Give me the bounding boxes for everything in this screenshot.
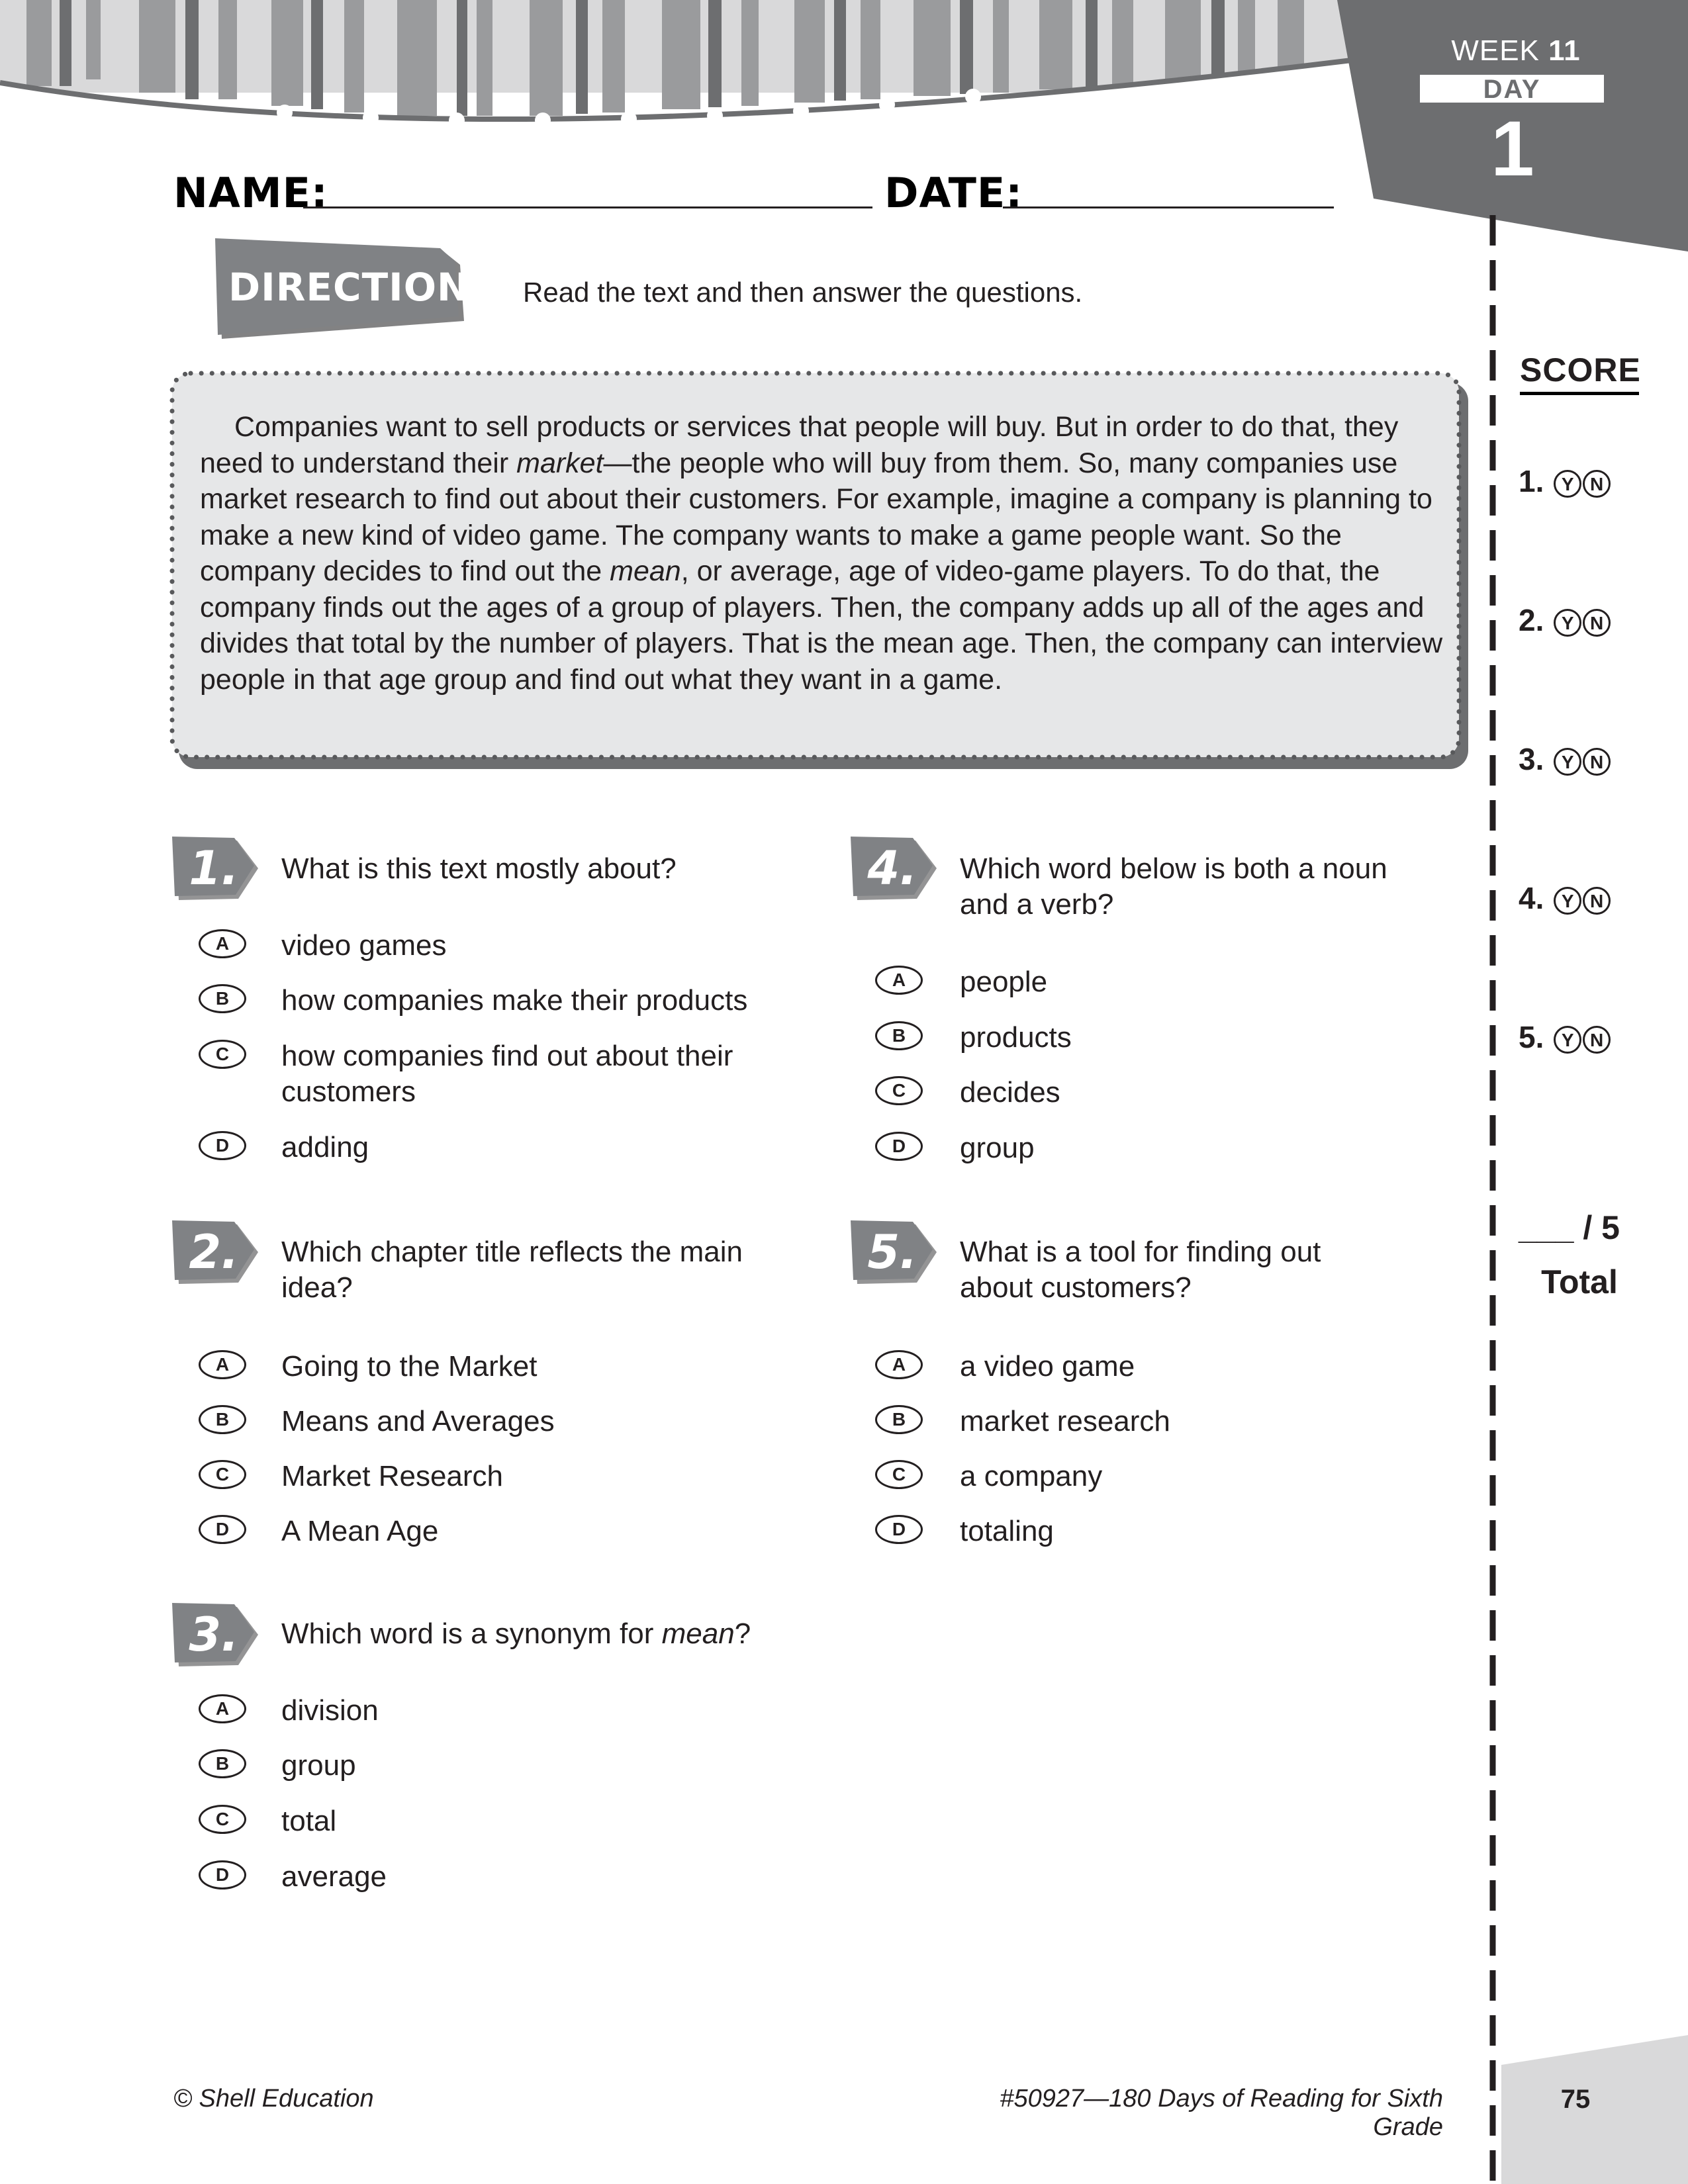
q1-option-d-bubble[interactable]: D	[199, 1131, 246, 1160]
question-3-number: 3.	[189, 1608, 239, 1662]
score-total-label: Total	[1541, 1263, 1618, 1300]
score-item-4: 4. Y N	[1519, 880, 1611, 916]
q5-option-c-bubble[interactable]: C	[875, 1460, 923, 1489]
score-4-yes-bubble[interactable]: Y	[1554, 887, 1581, 915]
score-5-yes-bubble[interactable]: Y	[1554, 1026, 1581, 1054]
q1-option-a-bubble[interactable]: A	[199, 929, 246, 958]
question-1-text: What is this text mostly about?	[281, 852, 677, 885]
q4-option-b-bubble[interactable]: B	[875, 1021, 923, 1050]
week-number: 11	[1548, 34, 1581, 67]
q2-option-c-bubble[interactable]: C	[199, 1460, 246, 1489]
q2-option-c-text: Market Research	[281, 1460, 504, 1492]
q5-option-d-bubble[interactable]: D	[875, 1515, 923, 1544]
passage-term-market: market	[516, 447, 604, 479]
score-total-fraction[interactable]: ___ / 5	[1519, 1209, 1620, 1246]
q1-option-b-text: how companies make their products	[281, 984, 748, 1017]
score-item-2: 2. Y N	[1519, 602, 1611, 638]
question-5-text: What is a tool for finding out about customers?	[960, 1236, 1321, 1304]
q3-option-b-text: group	[281, 1749, 356, 1782]
q1-option-d-text: adding	[281, 1131, 369, 1163]
score-1-no-bubble[interactable]: N	[1583, 470, 1611, 498]
q3-option-d-text: average	[281, 1860, 387, 1893]
q1-option-b-bubble[interactable]: B	[199, 984, 246, 1013]
q5-option-c-text: a company	[960, 1460, 1103, 1492]
question-2-number: 2.	[189, 1225, 239, 1279]
question-1-number: 1.	[189, 841, 239, 895]
q4-option-c-text: decides	[960, 1076, 1060, 1109]
q2-option-a-bubble[interactable]: A	[199, 1350, 246, 1379]
q1-option-c-bubble[interactable]: C	[199, 1040, 246, 1069]
reading-passage	[200, 409, 1451, 698]
score-5-no-bubble[interactable]: N	[1583, 1026, 1611, 1054]
passage-segment: , or average, age of video-game players. To do that, the company finds out the ages of a group of players. Then, the company adds up all of the ages and divides that total by the number of players. That is the mean age. Then, the company can interview people in that age group and find out what they want in a game.	[200, 555, 1443, 696]
q4-option-b-text: products	[960, 1021, 1072, 1054]
q2-option-a-text: Going to the Market	[281, 1350, 538, 1383]
score-2-no-bubble[interactable]: N	[1583, 609, 1611, 637]
q2-option-b-text: Means and Averages	[281, 1405, 555, 1437]
score-item-3: 3. Y N	[1519, 741, 1611, 777]
q5-option-a-bubble[interactable]: A	[875, 1350, 923, 1379]
q3-option-b-bubble[interactable]: B	[199, 1749, 246, 1778]
q5-option-a-text: a video game	[960, 1350, 1135, 1383]
q3-option-a-bubble[interactable]: A	[199, 1694, 246, 1723]
passage-segment: Companies want to sell products or services that people will buy. But in order to do that, they need to understand their	[200, 411, 1399, 479]
score-item-5: 5. Y N	[1519, 1019, 1611, 1055]
page-number: 75	[1560, 2085, 1591, 2114]
q3-option-c-bubble[interactable]: C	[199, 1805, 246, 1834]
q3-option-c-text: total	[281, 1805, 337, 1837]
passage-segment: —the people who will buy from them. So, many companies use market research to find out about their customers. For example, imagine a company is planning to make a new kind of video game. The company wants to make a game people want. So the company decides to find out the	[200, 447, 1432, 587]
question-5-number: 5.	[867, 1225, 917, 1279]
score-1-yes-bubble[interactable]: Y	[1554, 470, 1581, 498]
q3-option-a-text: division	[281, 1694, 379, 1727]
q4-option-a-text: people	[960, 966, 1048, 998]
day-number: 1	[1491, 105, 1534, 193]
question-2-text: Which chapter title reflects the main idea?	[281, 1236, 743, 1304]
q3-option-d-bubble[interactable]: D	[199, 1860, 246, 1889]
day-label: DAY	[1420, 75, 1604, 103]
date-label: DATE:	[884, 169, 1023, 217]
question-3-text: Which word is a synonym for mean?	[281, 1617, 751, 1650]
q5-option-d-text: totaling	[960, 1515, 1054, 1547]
directions-text: Read the text and then answer the questions.	[523, 277, 1083, 308]
score-3-no-bubble[interactable]: N	[1583, 748, 1611, 776]
question-4-text: Which word below is both a noun and a verb?	[960, 852, 1387, 921]
score-column-divider	[1489, 215, 1496, 2184]
score-4-no-bubble[interactable]: N	[1583, 887, 1611, 915]
week-label: WEEK 11	[1451, 34, 1581, 67]
score-item-1: 1. Y N	[1519, 463, 1611, 499]
q2-option-d-bubble[interactable]: D	[199, 1515, 246, 1544]
question-4-number: 4.	[867, 841, 917, 895]
q4-option-d-text: group	[960, 1132, 1035, 1164]
score-3-yes-bubble[interactable]: Y	[1554, 748, 1581, 776]
q1-option-a-text: video games	[281, 929, 447, 962]
q5-option-b-bubble[interactable]: B	[875, 1405, 923, 1434]
directions-badge-label: DIRECTIONS	[228, 265, 498, 310]
name-field[interactable]	[303, 206, 872, 208]
name-label: NAME:	[173, 169, 328, 217]
score-heading: SCORE	[1520, 351, 1639, 395]
q5-option-b-text: market research	[960, 1405, 1170, 1437]
q1-option-c-text: how companies find out about their customers	[281, 1040, 733, 1108]
footer-book-title: #50927—180 Days of Reading for Sixth Grade	[1000, 2085, 1443, 2141]
q2-option-b-bubble[interactable]: B	[199, 1405, 246, 1434]
date-field[interactable]	[1003, 206, 1334, 208]
footer-copyright: © Shell Education	[173, 2085, 374, 2113]
q4-option-a-bubble[interactable]: A	[875, 966, 923, 995]
q2-option-d-text: A Mean Age	[281, 1515, 439, 1547]
score-2-yes-bubble[interactable]: Y	[1554, 609, 1581, 637]
passage-term-mean: mean	[610, 555, 681, 587]
q4-option-d-bubble[interactable]: D	[875, 1132, 923, 1161]
q4-option-c-bubble[interactable]: C	[875, 1076, 923, 1105]
